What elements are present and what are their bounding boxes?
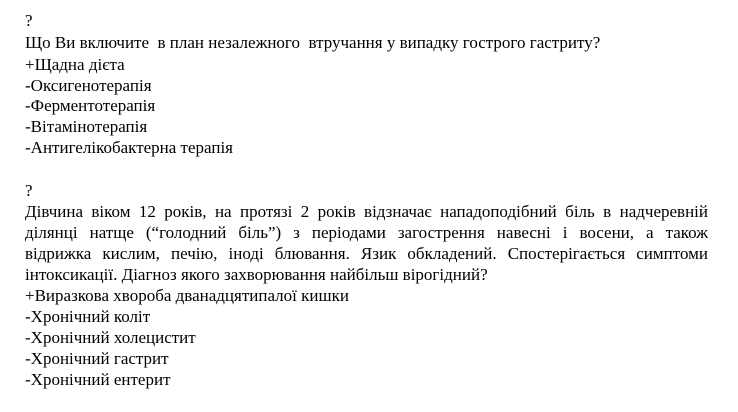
question-1-option-5: -Антигелікобактерна терапія xyxy=(25,138,233,157)
question-1-text: Що Ви включите в план незалежного втручання у випадку гострого гастриту? xyxy=(25,33,601,52)
question-2-text-line-4: інтоксикації. Діагноз якого захворювання найбільш вірогідний? xyxy=(25,265,488,284)
question-2-text-line-3: відрижка кислим, печію, іноді блювання. Язик обкладений. Спостерігається симптоми xyxy=(25,244,708,263)
question-1-option-1: +Щадна дієта xyxy=(25,55,125,74)
question-2-marker: ? xyxy=(25,181,33,200)
question-2-option-2: -Хронічний коліт xyxy=(25,307,151,326)
question-1-marker: ? xyxy=(25,11,33,30)
question-2-option-1: +Виразкова хвороба дванадцятипалої кишки xyxy=(25,286,349,305)
question-2-option-5: -Хронічний ентерит xyxy=(25,370,171,389)
question-1-option-2: -Оксигенотерапія xyxy=(25,76,152,95)
question-2-text-line-2: ділянці натще (“голодний біль”) з періодами загострення навесні і восени, а також xyxy=(25,223,708,242)
question-1-option-3: -Ферментотерапія xyxy=(25,96,156,115)
question-1-option-4: -Вітамінотерапія xyxy=(25,117,148,136)
question-2-option-4: -Хронічний гастрит xyxy=(25,349,169,368)
question-2-option-3: -Хронічний холецистит xyxy=(25,328,196,347)
question-2-text-line-1: Дівчина віком 12 років, на протязі 2 років відзначає нападоподібний біль в надчеревній xyxy=(25,202,708,221)
